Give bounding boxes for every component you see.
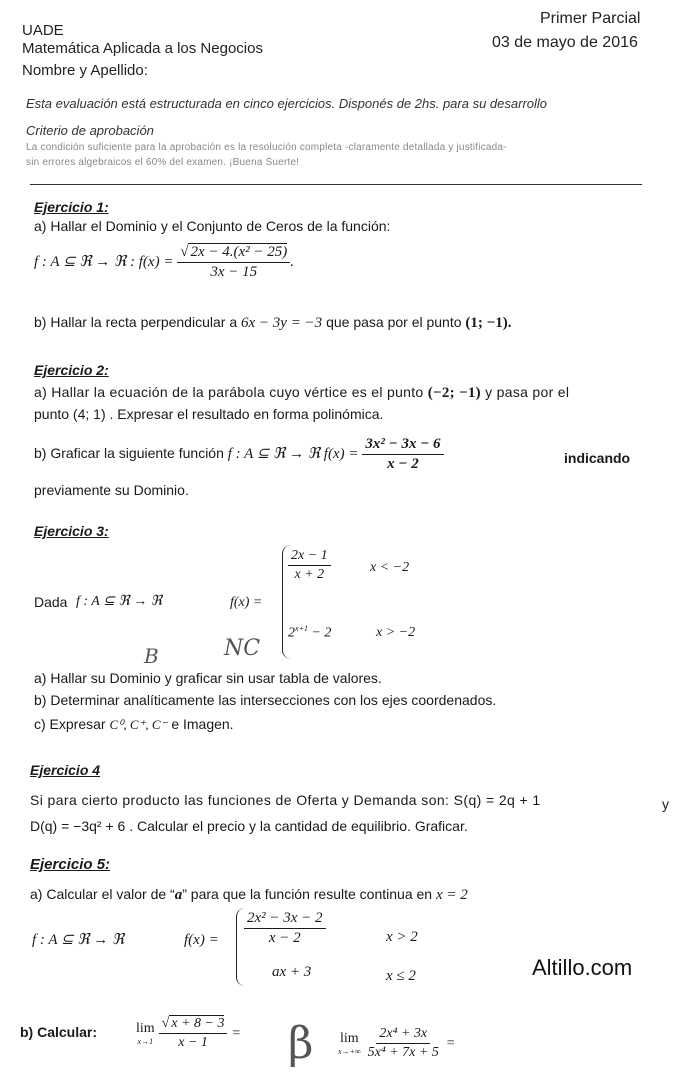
header-divider bbox=[30, 184, 642, 185]
exercise-4-line2: D(q) = −3q² + 6 . Calcular el precio y la cantidad de equilibrio. Graficar. bbox=[30, 818, 468, 834]
exercise-2a-line1 bbox=[34, 384, 569, 402]
limit-2-numerator: 2x⁴ + 3x bbox=[376, 1026, 430, 1044]
exercise-4-y: y bbox=[662, 796, 669, 812]
exercise-3-case1-fraction bbox=[288, 548, 331, 583]
limit-1-fraction: $\frac{√ x + 8 - 3}{x - 1}$ bbox=[159, 1016, 228, 1051]
exercise-1b bbox=[34, 314, 511, 332]
exercise-3c-end: e Imagen. bbox=[171, 716, 234, 732]
exercise-3-map: f : A ⊆ ℜ → ℜ bbox=[76, 594, 163, 609]
institution: UADE bbox=[22, 22, 64, 39]
exercise-3-case1-condition: x < −2 bbox=[370, 560, 410, 575]
exercise-2b-lhs: f : A ⊆ ℜ → ℜ f(x) = bbox=[227, 446, 359, 463]
exercise-5-case2-expression: ax + 3 bbox=[272, 964, 312, 980]
exercise-5a bbox=[30, 886, 468, 904]
handwritten-mark-b: B bbox=[144, 644, 159, 668]
handwritten-mark-nc: NC bbox=[224, 636, 261, 661]
exercise-1b-equation: 6x − 3y = −3 bbox=[241, 315, 323, 331]
exercise-1b-text-2: que pasa por el punto bbox=[326, 314, 462, 330]
subject-title: Matemática Aplicada a los Negocios bbox=[22, 40, 263, 57]
exercise-5-title: Ejercicio 5: bbox=[30, 856, 111, 873]
exercise-2a-line2: punto (4; 1) . Expresar el resultado en forma polinómica. bbox=[34, 406, 384, 422]
exercise-3-case2-expression bbox=[288, 624, 331, 642]
exercise-3-title: Ejercicio 3: bbox=[34, 523, 109, 539]
exercise-1a-text: a) Hallar el Dominio y el Conjunto de Ceros de la función: bbox=[34, 218, 391, 234]
limit-2-fraction bbox=[365, 1026, 442, 1061]
exercise-1a-denominator: 3x − 15 bbox=[210, 264, 258, 280]
exercise-5-case1-numerator: 2x² − 3x − 2 bbox=[244, 910, 326, 929]
exercise-3-case2-condition: x > −2 bbox=[376, 625, 416, 640]
exercise-3-case2-base: 2 bbox=[288, 625, 295, 641]
exercise-3c-text: c) Expresar bbox=[34, 716, 106, 732]
criteria-text-1: La condición suficiente para la aprobación es la resolución completa -claramente detallada y justificada- bbox=[26, 142, 507, 153]
exercise-2a-text-end: y pasa por el bbox=[485, 384, 570, 400]
limit-1-numerator: x + 8 − 3 bbox=[171, 1016, 225, 1031]
exercise-5-case1-denominator: x − 2 bbox=[268, 930, 301, 946]
exercise-2b-indicando: indicando bbox=[564, 450, 631, 466]
exercise-3-dada: Dada bbox=[34, 594, 68, 610]
exercise-3-case1-numerator: 2x − 1 bbox=[288, 548, 331, 566]
exercise-1a-numerator: 2x − 4.(x² − 25) bbox=[190, 244, 288, 260]
exercise-5a-point: x = 2 bbox=[435, 887, 468, 903]
exercise-5-case1-condition: x > 2 bbox=[386, 929, 418, 945]
exercise-5-map: f : A ⊆ ℜ → ℜ bbox=[32, 932, 125, 948]
limit-2-denominator: 5x⁴ + 7x + 5 bbox=[367, 1045, 439, 1060]
exercise-2a-text: a) Hallar la ecuación de la parábola cuyo vértice es el punto bbox=[34, 384, 424, 400]
exercise-3c-sets: C⁰, C⁺, C⁻ bbox=[109, 717, 168, 732]
exercise-2b-denominator: x − 2 bbox=[387, 456, 419, 472]
exercise-3-case1-denominator: x + 2 bbox=[294, 567, 325, 582]
exercise-1b-point: (1; −1). bbox=[465, 315, 512, 331]
exercise-2b-line2: previamente su Dominio. bbox=[34, 482, 189, 498]
limit-2 bbox=[338, 1026, 455, 1061]
exercise-4-title: Ejercicio 4 bbox=[30, 762, 101, 778]
exercise-2b-text: b) Graficar la siguiente función bbox=[34, 445, 224, 462]
limit-1-denominator: x − 1 bbox=[178, 1035, 208, 1050]
exercise-2b-fraction bbox=[362, 436, 443, 473]
exercise-5-fx: f(x) = bbox=[184, 932, 219, 948]
exercise-3-case2-rest: − 2 bbox=[307, 625, 332, 641]
limit-2-equals: = bbox=[445, 1035, 456, 1051]
exercise-3b: b) Determinar analíticamente las intersecciones con los ejes coordenados. bbox=[34, 692, 497, 708]
exercise-5a-text-2: ” para que la función resulte continua en bbox=[182, 886, 433, 902]
watermark: Altillo.com bbox=[532, 955, 633, 980]
intro-text: Esta evaluación está estructurada en cinco ejercicios. Disponés de 2hs. para su desarrollo bbox=[26, 96, 548, 111]
handwritten-mark-beta: β bbox=[288, 1018, 314, 1069]
name-label: Nombre y Apellido: bbox=[22, 62, 148, 79]
criteria-label: Criterio de aprobación bbox=[26, 123, 154, 138]
exercise-3-fx: f(x) = bbox=[230, 595, 263, 610]
exercise-5a-text: a) Calcular el valor de “ bbox=[30, 886, 175, 902]
exercise-1b-text: b) Hallar la recta perpendicular a bbox=[34, 314, 238, 330]
exercise-2-title: Ejercicio 2: bbox=[34, 362, 109, 378]
exercise-2b-numerator: 3x² − 3x − 6 bbox=[362, 436, 443, 455]
exercise-4-line1: Si para cierto producto las funciones de Oferta y Demanda son: S(q) = 2q + 1 bbox=[30, 792, 541, 808]
exercise-5-case1-fraction bbox=[244, 910, 326, 947]
limit-2-subscript: x→+∞ bbox=[338, 1047, 361, 1056]
exercise-5-case2-condition: x ≤ 2 bbox=[386, 968, 416, 984]
exam-title: Primer Parcial bbox=[540, 10, 641, 27]
limit-1-subscript: x→1 bbox=[137, 1037, 154, 1046]
limit-1-word: lim bbox=[136, 1021, 155, 1036]
limit-1-equals: = bbox=[231, 1025, 241, 1041]
limit-2-word: lim bbox=[339, 1031, 359, 1046]
exercise-1a-fraction: $\frac{\text{√ 2x − 4.(x² − 25)}}{3x - 15}$ bbox=[177, 244, 290, 281]
exercise-2b bbox=[34, 436, 444, 473]
exercise-3-case2-exponent: x+1 bbox=[295, 624, 308, 633]
exercise-3a: a) Hallar su Dominio y graficar sin usar tabla de valores. bbox=[34, 670, 382, 686]
exercise-1a-formula: f : A ⊆ ℜ → ℜ : f(x) = $\frac{\text{√ 2x − 4.(x² − 25)}}{3x - 15}$ . bbox=[34, 244, 294, 280]
criteria-text-2: sin errores algebraicos el 60% del examen. ¡Buena Suerte! bbox=[26, 157, 300, 168]
exam-date: 03 de mayo de 2016 bbox=[492, 34, 638, 51]
exercise-5a-variable: a bbox=[174, 887, 183, 903]
exercise-3c bbox=[34, 716, 234, 733]
limit-1 bbox=[136, 1016, 241, 1051]
exercise-1-title: Ejercicio 1: bbox=[34, 199, 109, 215]
exercise-2a-vertex: (−2; −1) bbox=[427, 385, 481, 401]
exercise-1a-lhs: f : A ⊆ ℜ → ℜ : f(x) = bbox=[34, 253, 174, 270]
exercise-5b-label: b) Calcular: bbox=[20, 1024, 98, 1040]
